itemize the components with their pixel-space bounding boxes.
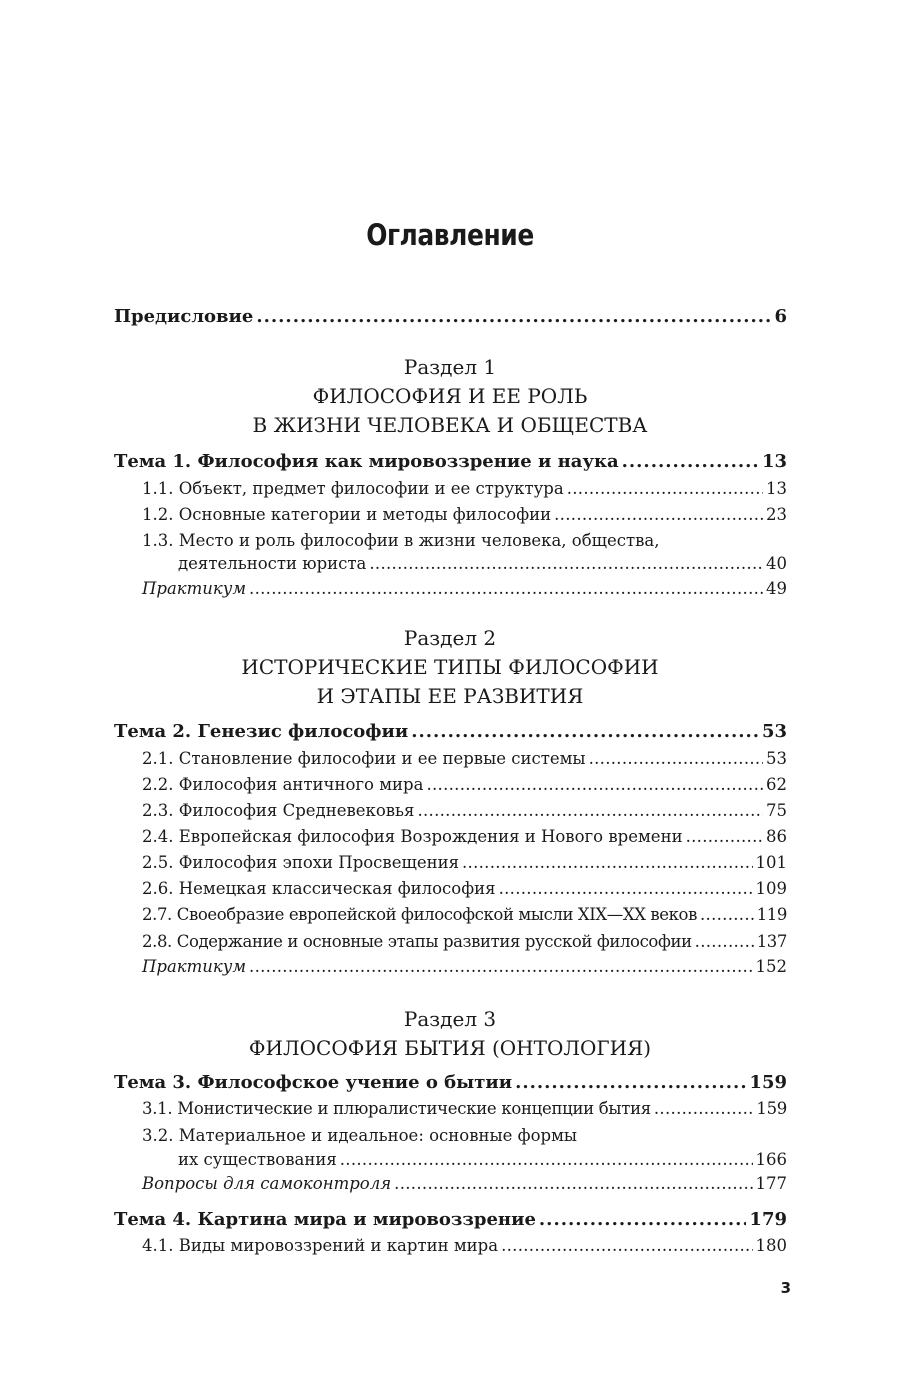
toc-page-number: 86 [766, 827, 787, 846]
section-title-line: В ЖИЗНИ ЧЕЛОВЕКА И ОБЩЕСТВА [252, 413, 648, 437]
toc-leader-dots [417, 801, 763, 820]
toc-page-number: 13 [766, 479, 787, 498]
toc-preface[interactable] [114, 306, 787, 327]
toc-page-number: 23 [766, 505, 787, 524]
toc-page-number: 166 [755, 1150, 787, 1169]
toc-self-check[interactable] [142, 1174, 787, 1193]
toc-page-number: 159 [756, 1099, 787, 1118]
toc-topic-1[interactable] [114, 451, 787, 472]
toc-item-2-8[interactable] [142, 932, 787, 951]
toc-entry-label: Практикум [142, 957, 247, 976]
toc-leader-dots [654, 1099, 754, 1118]
toc-item-2-2[interactable] [142, 775, 787, 794]
toc-entry-label: 2.4. Европейская философия Возрождения и Нового времени [142, 827, 683, 846]
toc-item-2-7[interactable] [142, 905, 787, 924]
toc-leader-dots [426, 775, 763, 794]
toc-page-number: 75 [766, 801, 787, 820]
toc-page-number: 62 [766, 775, 787, 794]
toc-leader-dots [369, 554, 763, 573]
toc-leader-dots [567, 479, 763, 498]
toc-entry-label: 1.2. Основные категории и методы философии [142, 505, 552, 524]
toc-topic-3[interactable] [114, 1072, 787, 1093]
toc-item-2-5[interactable] [142, 853, 787, 872]
toc-entry-label: 2.3. Философия Средневековья [142, 801, 415, 820]
toc-entry-label: 2.6. Немецкая классическая философия [142, 879, 496, 898]
toc-entry-label: Тема 1. Философия как мировоззрение и наука [114, 451, 619, 472]
toc-leader-dots [249, 579, 763, 598]
toc-practicum-1[interactable] [142, 579, 787, 598]
toc-page-number: 180 [755, 1236, 787, 1255]
toc-entry-label: Тема 2. Генезис философии [114, 721, 409, 742]
toc-entry-label: 4.1. Виды мировоззрений и картин мира [142, 1236, 499, 1255]
toc-item-4-1[interactable] [142, 1236, 787, 1255]
toc-entry-label: 2.5. Философия эпохи Просвещения [142, 853, 459, 872]
toc-item-1-1[interactable] [142, 479, 787, 498]
section-heading-2 [0, 624, 900, 711]
toc-item-2-4[interactable] [142, 827, 787, 846]
section-heading-1 [0, 353, 900, 440]
toc-item-1-3[interactable] [178, 554, 787, 573]
section-number: Раздел 3 [403, 1007, 497, 1031]
toc-entry-label: Практикум [142, 579, 247, 598]
section-title-line: ФИЛОСОФИЯ БЫТИЯ (ОНТОЛОГИЯ) [248, 1036, 652, 1060]
toc-topic-2[interactable] [114, 721, 787, 742]
toc-leader-dots [622, 451, 759, 472]
toc-leader-dots [700, 905, 754, 924]
toc-page-number: 53 [761, 721, 787, 742]
toc-page-number: 119 [756, 905, 787, 924]
toc-page-number: 6 [774, 306, 787, 327]
toc-leader-dots [501, 1236, 752, 1255]
toc-leader-dots [499, 879, 753, 898]
section-title-line: И ЭТАПЫ ЕЕ РАЗВИТИЯ [316, 684, 584, 708]
toc-item-2-3[interactable] [142, 801, 787, 820]
toc-page-number: 13 [761, 451, 787, 472]
toc-page-number: 40 [766, 554, 787, 573]
toc-leader-dots [340, 1150, 753, 1169]
toc-leader-dots [249, 957, 752, 976]
toc-entry-label: 2.7. Своеобразие европейской философской мысли XIX—XX веков [142, 905, 697, 924]
toc-page-number: 101 [755, 853, 787, 872]
toc-item-1-3-line1[interactable]: 1.3. Место и роль философии в жизни человека, общества, [142, 531, 660, 550]
section-title-line: ИСТОРИЧЕСКИЕ ТИПЫ ФИЛОСОФИИ [241, 655, 659, 679]
toc-entry-label: Вопросы для самоконтроля [142, 1174, 392, 1193]
toc-page-number: 49 [766, 579, 787, 598]
toc-entry-label: их существования [178, 1150, 337, 1169]
toc-entry-label: Предисловие [114, 306, 254, 327]
toc-item-3-2[interactable] [178, 1150, 787, 1169]
section-number: Раздел 1 [403, 355, 497, 379]
toc-practicum-2[interactable] [142, 957, 787, 976]
toc-item-2-1[interactable] [142, 749, 787, 768]
toc-leader-dots [462, 853, 753, 872]
toc-page-number: 109 [755, 879, 787, 898]
toc-entry-label: 2.8. Содержание и основные этапы развития русской философии [142, 932, 692, 951]
toc-entry-label: деятельности юриста [178, 554, 367, 573]
section-number: Раздел 2 [403, 626, 497, 650]
toc-leader-dots [695, 932, 754, 951]
toc-entry-label: 3.1. Монистические и плюралистические концепции бытия [142, 1099, 651, 1118]
toc-leader-dots [515, 1072, 746, 1093]
toc-entry-label: 2.1. Становление философии и ее первые системы [142, 749, 586, 768]
page-number: 3 [780, 1279, 791, 1297]
toc-entry-label: Тема 3. Философское учение о бытии [114, 1072, 513, 1093]
section-title-line: ФИЛОСОФИЯ И ЕЕ РОЛЬ [312, 384, 588, 408]
toc-leader-dots [686, 827, 763, 846]
toc-leader-dots [256, 306, 771, 327]
toc-leader-dots [394, 1174, 752, 1193]
toc-page-number: 159 [749, 1072, 787, 1093]
toc-page-number: 137 [756, 932, 787, 951]
toc-entry-label: 2.2. Философия античного мира [142, 775, 424, 794]
toc-leader-dots [554, 505, 763, 524]
toc-entry-label: Тема 4. Картина мира и мировоззрение [114, 1209, 536, 1230]
toc-leader-dots [539, 1209, 747, 1230]
toc-leader-dots [589, 749, 763, 768]
page-title: Оглавление [366, 218, 534, 252]
toc-page-number: 177 [755, 1174, 787, 1193]
toc-item-2-6[interactable] [142, 879, 787, 898]
toc-page-number: 53 [766, 749, 787, 768]
toc-topic-4[interactable] [114, 1209, 787, 1230]
toc-entry-label: 1.1. Объект, предмет философии и ее структура [142, 479, 564, 498]
toc-item-3-1[interactable] [142, 1099, 787, 1118]
toc-item-3-2-line1[interactable]: 3.2. Материальное и идеальное: основные формы [142, 1126, 578, 1145]
toc-leader-dots [411, 721, 759, 742]
section-heading-3 [0, 1005, 900, 1063]
toc-page-number: 152 [755, 957, 787, 976]
toc-item-1-2[interactable] [142, 505, 787, 524]
toc-page-number: 179 [749, 1209, 787, 1230]
